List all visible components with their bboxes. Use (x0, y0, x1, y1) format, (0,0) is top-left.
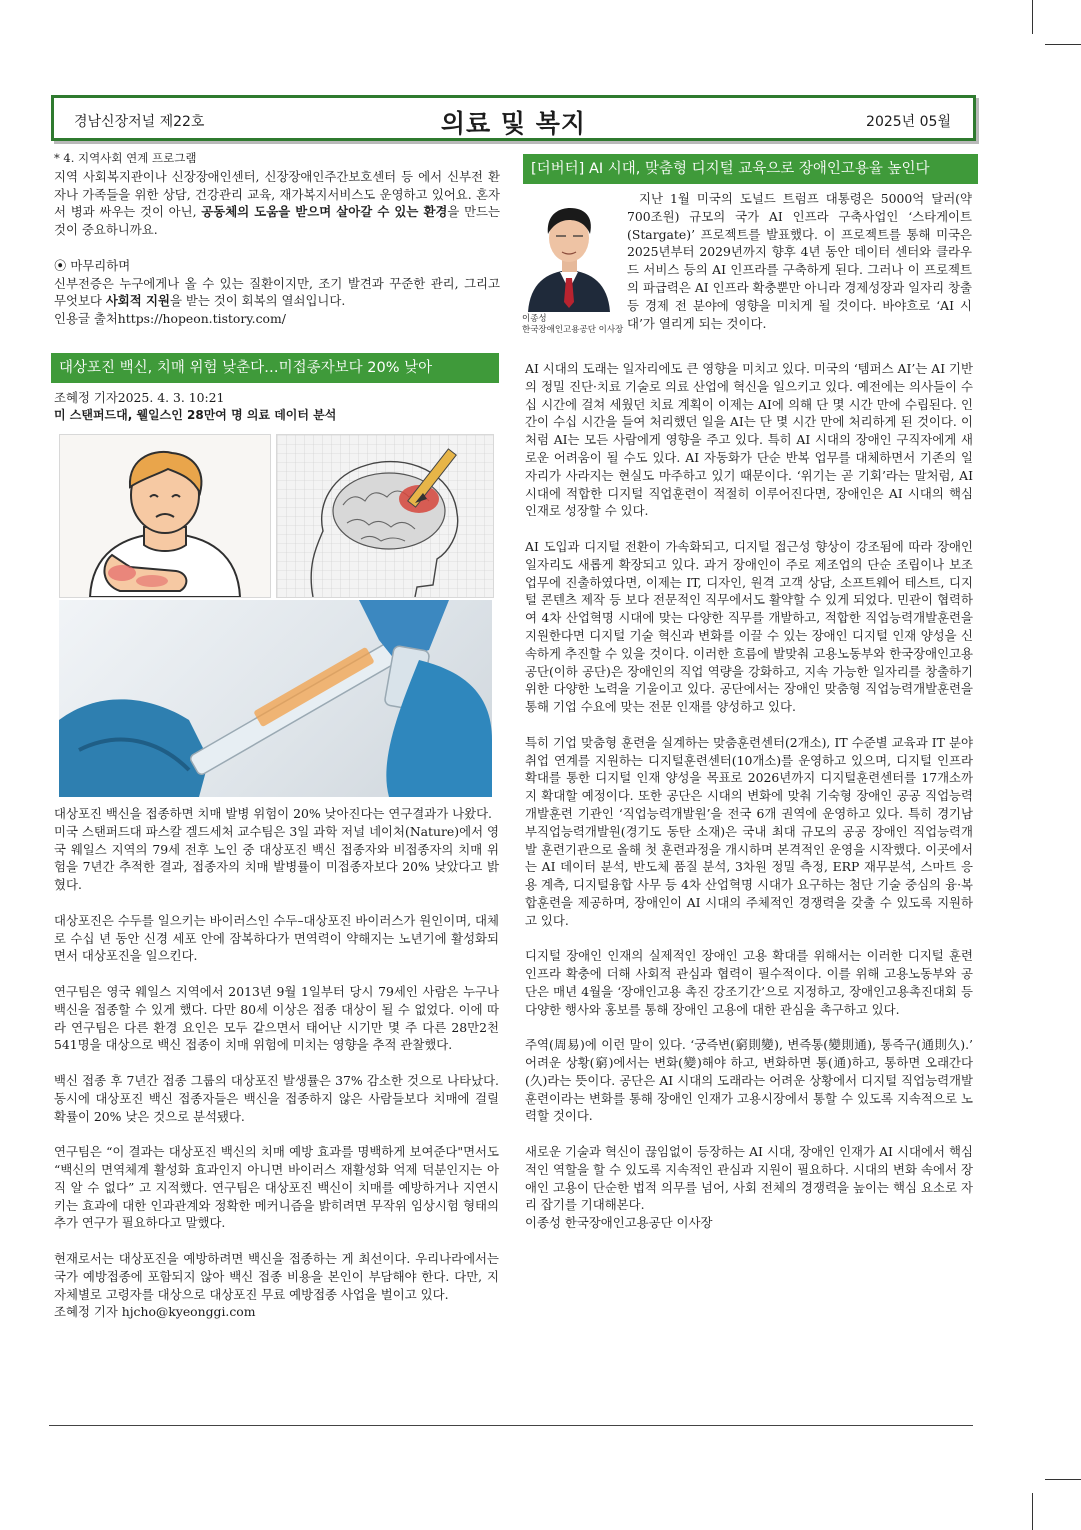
vaccine-syringe-photo (59, 600, 492, 797)
article-body (54, 805, 499, 1321)
issue-date: 2025년 05월 (866, 114, 951, 130)
corner-mark (1032, 0, 1033, 34)
closing-text: 신부전증은 누구에게나 올 수 있는 질환이지만, 조기 발견과 꾸준한 관리, 그리고 무엇보다 사회적 지원을 받는 것이 회복의 열쇠입니다. (54, 275, 500, 309)
byline: 조혜정 기자2025. 4. 3. 10:21 (54, 390, 225, 405)
right-paragraph: AI 시대의 도래는 일자리에도 큰 영향을 미치고 있다. 미국의 ‘템퍼스 AI’는 AI 기반의 정밀 진단·치료 기술로 의료 산업에 혁신을 일으키고 있다. 예전에는 의사들이 수십 시간에 걸쳐 세웠던 치료 계획이 이제는 AI에 의해 단 몇 시간 만에 수립된다. 인간이 수십 시간을 들여 처리했던 일을 AI는 단 몇 시간 만에 처리하게 된 것이다. 이처럼 AI는 모든 사람에게 영향을 주고 있다. 특히 AI 시대의 장애인 구직자에게 새로운 어려움이 될 수도 있다. AI 자동화가 단순 반복 업무를 대체하면서 기존의 일자리가 사라지는 현실도 마주하고 있기 때문이다. ‘위기는 곧 기회’라는 말처럼, AI 시대에 적합한 디지털 직업훈련이 적절히 이루어진다면, 장애인은 AI 시대의 핵심 인재로 성장할 수 있다. (525, 361, 973, 519)
shingles-patient-illustration (59, 434, 271, 598)
article-paragraph: 연구팀은 영국 웨일스 지역에서 2013년 9월 1일부터 당시 79세인 사람은 누구나 백신을 접종할 수 있게 했다. 다만 80세 이상은 접종 대상이 될 수 없었다. 이에 따라 연구팀은 다른 환경 요인은 모두 같으면서 태어난 시기만 몇 주 다른 28만2천541명을 대상으로 백신 접종이 치매 위험에 미치는 영향을 추적 관찰했다. (54, 983, 499, 1053)
closing-heading: ⦿ 마무리하며 (54, 257, 131, 273)
author-portrait (522, 190, 617, 312)
article-paragraph: 미국 스탠퍼드대 파스칼 겔드세처 교수팀은 3일 과학 저널 네이처(Nature)에서 영국 웨일스 지역의 79세 전후 노인 중 대상포진 백신 접종자와 비접종자의 치매 위험을 7년간 추적한 결과, 접종자의 치매 발병률이 미접종자보다 20% 낮았다고 밝혔다. (54, 823, 499, 893)
article-paragraph: 대상포진 백신을 접종하면 치매 발병 위험이 20% 낮아진다는 연구결과가 나왔다. (54, 806, 492, 821)
right-paragraph: 새로운 기술과 혁신이 끊임없이 등장하는 AI 시대, 장애인 인재가 AI 시대에서 핵심적인 역할을 할 수 있도록 지속적인 관심과 지원이 필요하다. 시대의 변화 속에서 장애인 고용이 단순한 법적 의무를 넘어, 사회 전체의 경쟁력을 높이는 핵심 요소로 자리 잡기를 기대해본다. (525, 1144, 973, 1213)
right-article-title: [더버터] AI 시대, 맞춤형 디지털 교육으로 장애인고용율 높인다 (531, 161, 930, 177)
right-lead (627, 190, 972, 332)
article-meta (54, 389, 500, 425)
caption-name: 이종성 (522, 314, 547, 324)
right-paragraph: 디지털 장애인 인재의 실제적인 장애인 고용 확대를 위해서는 이러한 디지털 훈련 인프라 확충에 더해 사회적 관심과 협력이 필수적이다. 이를 위해 고용노동부와 공단은 매년 4월을 ‘장애인고용 촉진 강조기간’으로 지정하고, 장애인고용촉진대회 등 다양한 행사와 홍보를 통해 장애인 고용에 대한 관심을 촉구하고 있다. (525, 948, 973, 1017)
right-signature: 이종성 한국장애인고용공단 이사장 (525, 1215, 713, 1231)
corner-mark (1045, 44, 1081, 45)
section-title: 의료 및 복지 (440, 109, 587, 138)
right-body (525, 360, 973, 1232)
corner-mark (1045, 1479, 1081, 1480)
portrait-caption (522, 314, 622, 336)
article-paragraph: 대상포진은 수두를 일으키는 바이러스인 수두–대상포진 바이러스가 원인이며, 대체로 수십 년 동안 신경 세포 안에 잠복하다가 면역력이 약해지는 노년기에 활성화되면서 대상포진을 일으킨다. (54, 912, 499, 964)
right-article-title-bar (523, 154, 978, 184)
article-paragraph: 연구팀은 “이 결과는 대상포진 백신의 치매 예방 효과를 명백하게 보여준다"면서도 “백신의 면역체계 활성화 효과인지 아니면 바이러스 재활성화 억제 덕분인지는 아직 알 수 없다” 고 지적했다. 연구팀은 대상포진 백신이 치매를 예방하거나 지연시키는 효과에 대한 인과관계와 정확한 메커니즘을 밝히려면 무작위 임상시험 형태의 추가 연구가 필요하다고 말했다. (54, 1144, 499, 1231)
intro-text: 지역 사회복지관이나 신장장애인센터, 신장장애인주간보호센터 등 에서 신부전 환자나 가족들을 위한 상담, 건강관리 교육, 재가복지서비스도 운영하고 있어요. 혼자서 병과 싸우는 것이 아닌, 공동체의 도움을 받으며 살아갈 수 있는 환경을 만드는 것이 중요하니까요. (54, 168, 500, 238)
issue-label: 경남신장저널 제22호 (74, 114, 205, 130)
article-signature: 조혜정 기자 hjcho@kyeonggi.com (54, 1304, 256, 1320)
article-paragraph: 백신 접종 후 7년간 접종 그룹의 대상포진 발생률은 37% 감소한 것으로 나타났다. 동시에 대상포진 백신 접종자들은 백신을 접종하지 않은 사람들보다 치매에 걸릴 확률이 20% 낮은 것으로 분석됐다. (54, 1072, 499, 1124)
intro-heading: * 4. 지역사회 연계 프로그램 (54, 151, 197, 165)
brain-sketch-image (276, 434, 494, 598)
page-header (51, 95, 976, 141)
article-paragraph: 현재로서는 대상포진을 예방하려면 백신을 접종하는 게 최선이다. 우리나라에서는 국가 예방접종에 포함되지 않아 백신 접종 비용을 본인이 부담해야 한다. 다만, 지자체별로 고령자를 대상으로 대상포진 무료 예방접종 사업을 벌이고 있다. (54, 1250, 499, 1302)
intro-bold: 공동체의 도움을 받으며 살아갈 수 있는 환경 (201, 204, 448, 220)
source-link[interactable]: 인용글 출처https://hopeon.tistory.com/ (54, 311, 286, 327)
bottom-rule (49, 1425, 973, 1426)
right-paragraph: 특히 기업 맞춤형 훈련을 실계하는 맞춤훈련센터(2개소), IT 수준별 교육과 IT 분야 취업 연계를 지원하는 디지털훈련센터(10개소)를 운영하고 있으며, 디지털 인프라 확대를 통한 디지털 인재 양성을 목표로 2026년까지 디지털훈련센터를 17개소까지 확대할 예정이다. 또한 공단은 시대의 변화에 맞춰 기숙형 장애인 공공 직업능력개발훈련 기관인 ‘직업능력개발원’을 전국 6개 권역에 운영하고 있다. 특히 경기남부직업능력개발원(경기도 동탄 소재)은 국내 최대 규모의 공공 장애인 직업능력개발 훈련기관으로 올해 첫 훈련과정을 개시하며 본격적인 운영을 시작했다. 이곳에서는 AI 데이터 분석, 반도체 품질 분석, 3차원 정밀 측정, ERP 재무분석, 스마트 응용 계측, 디지털융합 사무 등 4차 산업혁명 시대가 요구하는 첨단 기술 중심의 융·복합훈련을 제공하며, 장애인이 AI 시대의 주체적인 경쟁력을 갖출 수 있도록 지원하고 있다. (525, 734, 973, 928)
right-paragraph: 주역(周易)에 이런 말이 있다. ‘궁즉변(窮則變), 변즉통(變則通), 통즉구(通則久).’ 어려운 상황(窮)에서는 변화(變)해야 하고, 변화하면 통(通)하고, 통하면 오래간다(久)라는 뜻이다. 공단은 AI 시대의 도래라는 어려운 상황에서 디지털 직업능력개발훈련이라는 변화를 통해 장애인 인재가 고용시장에서 통할 수 있도록 지속적으로 노력할 것이다. (525, 1037, 973, 1124)
caption-role: 한국장애인고용공단 이사장 (522, 325, 624, 335)
article-subtitle: 미 스탠퍼드대, 웰일스인 28만여 명 의료 데이터 분석 (54, 407, 337, 422)
right-paragraph: AI 도입과 디지털 전환이 가속화되고, 디지털 접근성 향상이 강조됨에 따라 장애인 일자리도 새롭게 확장되고 있다. 과거 장애인이 주로 제조업의 단순 조립이나 보조 업무에 진출하였다면, 이제는 IT, 디자인, 원격 고객 상담, 소프트웨어 테스트, 디지털 콘텐츠 제작 등 보다 전문적인 직무에서도 활약할 수 있게 되었다. 민관이 협력하여 4차 산업혁명 시대에 맞는 다양한 직무를 개발하고, 적합한 직업능력개발훈련을 지원한다면 디지털 기술 혁신과 변화를 이끌 수 있는 장애인 디지털 인재 양성을 신속하게 추진할 수 있을 것이다. 이러한 흐름에 발맞춰 고용노동부와 한국장애인고용공단(이하 공단)은 장애인의 직업 역량을 강화하고, 지속 가능한 일자리를 창출하기 위한 다양한 노력을 기울이고 있다. 공단에서는 장애인 맞춤형 직업능력개발훈련을 통해 기업 수요에 맞는 전문 인재를 양성하고 있다. (525, 538, 973, 715)
closing-bold: 사회적 지원 (105, 293, 170, 309)
left-intro (54, 150, 500, 328)
article-title-bar (51, 353, 499, 383)
corner-mark (1032, 1493, 1033, 1530)
article-title: 대상포진 백신, 치매 위험 낮춘다…미접종자보다 20% 낮아 (59, 360, 433, 376)
lead-paragraph: 지난 1월 미국의 도널드 트럼프 대통령은 5000억 달러(약 700조원) 규모의 국가 AI 인프라 구축사업인 ‘스타게이트(Stargate)’ 프로젝트를 발표했다. 이 프로젝트를 통해 미국은 2025년부터 2029년까지 향후 4년 동안 데이터 센터와 클라우드 서비스 등의 AI 인프라를 구축하게 된다. 그러나 이 프로젝트의 파급력은 AI 인프라 확충뿐만 아니라 경제성장과 일자리 창출 등 경제 전 분야에 영향을 미치게 될 것이다. 바야흐로 ‘AI 시대’가 열리게 되는 것이다. (627, 191, 972, 331)
